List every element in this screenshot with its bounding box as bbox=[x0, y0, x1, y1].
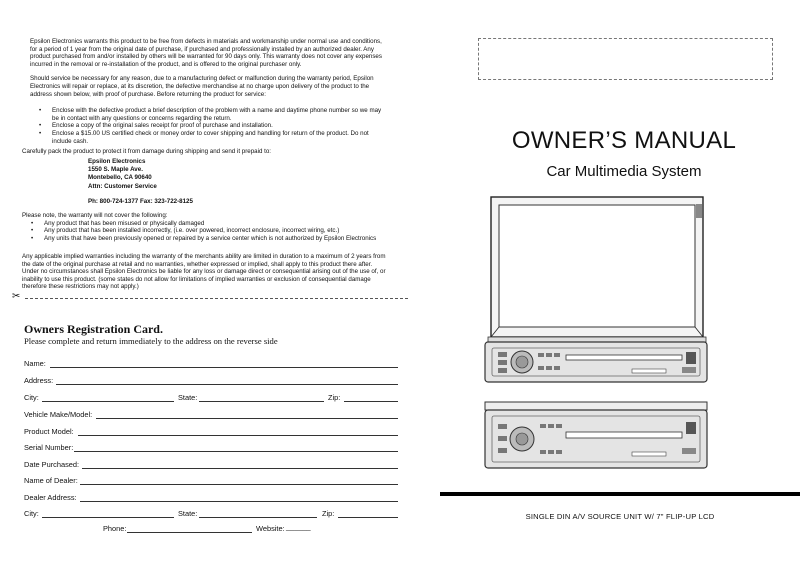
website-label: Website: bbox=[256, 524, 285, 533]
product-model-label: Product Model: bbox=[24, 427, 74, 436]
vehicle-label: Vehicle Make/Model: bbox=[24, 410, 93, 419]
state-label: State: bbox=[178, 393, 198, 402]
address-line: 1550 S. Maple Ave. bbox=[88, 166, 143, 174]
scissors-icon: ✂ bbox=[12, 291, 21, 302]
address-line: Montebello, CA 90640 bbox=[88, 174, 152, 182]
serial-label: Serial Number: bbox=[24, 443, 74, 452]
state2-field[interactable] bbox=[199, 517, 317, 518]
state2-label: State: bbox=[178, 509, 198, 518]
dealer-address-label: Dealer Address: bbox=[24, 493, 77, 502]
warranty-paragraph-2: Should service be necessary for any reason, due to a manufacturing defect or malfunction during the warranty period, Epsilon Electronics will repair or replace, at its discretion, the defective merchandise at no charge upon delivery of the product to the address shown below, with proof of purchase. Before returning the product for service: bbox=[30, 75, 374, 98]
list-item: • Any units that have been previously opened or repaired by a service center which is not authorized by Epsilon Electronics bbox=[22, 235, 392, 243]
label-box bbox=[478, 38, 773, 80]
zip2-label: Zip: bbox=[322, 509, 335, 518]
date-purchased-label: Date Purchased: bbox=[24, 460, 80, 469]
head-unit-closed-illustration bbox=[482, 400, 722, 470]
date-purchased-field[interactable] bbox=[82, 468, 398, 469]
exclusions-title: Please note, the warranty will not cover the following: bbox=[22, 212, 168, 219]
warranty-paragraph-1: Epsilon Electronics warrants this product to be free from defects in materials and workmanship under normal use and conditions, for a period of 1 year from the original date of purchase, if purchased and professionally installed by an authorized dealer. Any product purchased from and/or installed by others will be warranted for 90 days only. This warranty does not cover any expenses incurred in the removal or re-installation of the product, and is offered to the original purchaser only. bbox=[30, 38, 382, 68]
warranty-section bbox=[30, 38, 388, 145]
phone-field[interactable] bbox=[127, 532, 252, 533]
city-label: City: bbox=[24, 393, 39, 402]
city2-label: City: bbox=[24, 509, 39, 518]
manual-title: OWNER’S MANUAL bbox=[511, 127, 737, 154]
name-label: Name: bbox=[24, 359, 46, 368]
address-label: Address: bbox=[24, 376, 54, 385]
dealer-name-field[interactable] bbox=[80, 484, 398, 485]
list-item: • Enclose a copy of the original sales receipt for proof of purchase and installation. bbox=[30, 122, 388, 130]
address-line: Epsilon Electronics bbox=[88, 158, 146, 165]
name-field[interactable] bbox=[50, 367, 398, 368]
zip-field[interactable] bbox=[344, 401, 398, 402]
service-phone: Ph: 800-724-1377 Fax: 323-722-8125 bbox=[88, 197, 193, 205]
serial-field[interactable] bbox=[74, 451, 398, 452]
website-field[interactable]: ______ bbox=[286, 522, 311, 531]
exclusions-section bbox=[22, 212, 392, 242]
zip2-field[interactable] bbox=[338, 517, 398, 518]
pack-instruction: Carefully pack the product to protect it from damage during shipping and send it prepaid to: bbox=[22, 148, 272, 155]
dealer-name-label: Name of Dealer: bbox=[24, 476, 78, 485]
state-field[interactable] bbox=[199, 401, 324, 402]
dealer-address-field[interactable] bbox=[80, 501, 398, 502]
vehicle-field[interactable] bbox=[96, 418, 398, 419]
list-item: • Enclose with the defective product a brief description of the problem with a name and daytime phone number so we may be in contact with any questions or concerns regarding the return. bbox=[30, 107, 388, 122]
product-model-field[interactable] bbox=[78, 435, 398, 436]
manual-subtitle: Car Multimedia System bbox=[546, 163, 702, 180]
cover-divider-bar bbox=[440, 492, 800, 496]
product-description: SINGLE DIN A/V SOURCE UNIT W/ 7" FLIP-UP LCD bbox=[525, 512, 715, 521]
city2-field[interactable] bbox=[42, 517, 174, 518]
list-item: • Any product that has been misused or physically damaged bbox=[22, 220, 392, 228]
phone-label: Phone: bbox=[103, 524, 127, 533]
address-field[interactable] bbox=[56, 384, 398, 385]
return-instructions-list bbox=[30, 107, 388, 145]
zip-label: Zip: bbox=[328, 393, 341, 402]
implied-warranty-paragraph: Any applicable implied warranties including the warranty of the merchants ability are limited in duration to a maximum of 2 years from the date of the original purchase at retail and no warranties, whether expressed or implied, shall apply to this product there after. Under no circumstances shall Epsilon Electronics be liable for any loss or damage direct or consequential arising out of the use of, or inability to use this product. (some states do not allow for limitations of implied warranties or exclusion of consequential damage therefore these restrictions may not apply.) bbox=[22, 253, 386, 291]
cut-line bbox=[25, 298, 408, 299]
exclusions-list bbox=[22, 220, 392, 243]
registration-subtitle: Please complete and return immediately to the address on the reverse side bbox=[24, 336, 278, 346]
city-field[interactable] bbox=[42, 401, 174, 402]
address-line: Attn: Customer Service bbox=[88, 182, 157, 190]
service-address bbox=[88, 158, 288, 206]
list-item: • Any product that has been installed incorrectly, (i.e. over powered, incorrect enclosure, incorrect wiring, etc.) bbox=[22, 227, 392, 235]
head-unit-open-illustration bbox=[482, 192, 722, 387]
registration-title: Owners Registration Card. bbox=[24, 322, 163, 336]
list-item: • Enclose a $15.00 US certified check or money order to cover shipping and handling for return of the product. Do not include cash. bbox=[30, 130, 388, 145]
